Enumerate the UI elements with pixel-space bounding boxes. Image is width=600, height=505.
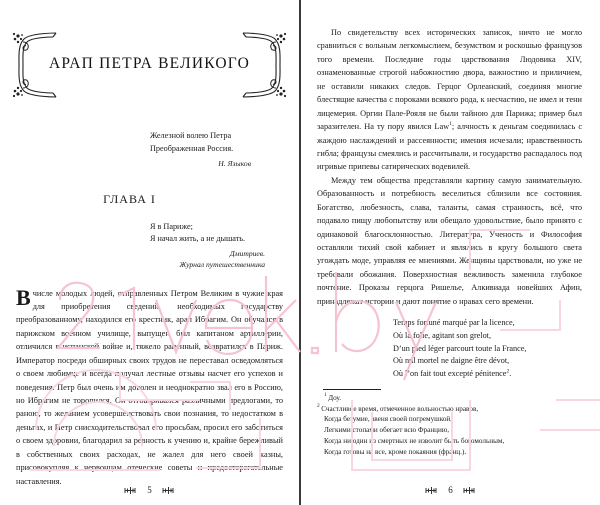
footnote-rule: [323, 389, 381, 390]
french-verse-line-1: Temps fortuné marqué par la licence,: [393, 318, 515, 328]
footnote-2: [317, 404, 586, 415]
footnote-2-line-5: Когда готовы на все, кроме покаяния (франц.).: [324, 447, 467, 456]
footnote-ref-1: 1: [449, 121, 452, 128]
french-verse-line-5: Où l’on fait tout excepté pénitence$^2$.: [393, 368, 512, 378]
epigraph: [0, 130, 269, 170]
corner-flourish-right-icon: [237, 30, 289, 100]
folio-flourish-right-icon: [463, 486, 476, 495]
right-paragraph-1-part-1: По свидетельству всех исторических записок, ничто не могло сравниться с вольным легкомыслием, безумством и роскошью французов того времени. Последние годы царствования Людовика XIV, ознаменованные строгой набожностию двора, важностию и приличием, не оставили никаких следов. Герцог Орлеанский, соединяя многие блестящие качества с пороками всякого рода, к несчастию, не имел и тени лицемерия. Оргии Пале-Рояля не были тайною для Парижа; пример был заразителен. На ту пору явился Law: [317, 28, 582, 132]
book-title-text: АРАП ПЕТРА ВЕЛИКОГО: [49, 55, 250, 72]
verse-epigraph-line-1: Я в Париже;: [150, 222, 193, 232]
title-block: [8, 30, 291, 100]
french-verse-line-5-text: Où l’on fait tout excepté pénitence: [393, 369, 507, 378]
folio-left: [0, 485, 299, 495]
footnotes: [317, 393, 586, 458]
folio-flourish-right-icon: [162, 486, 175, 495]
footnote-2-line-3: Легкими стопами обегает всю Францию,: [324, 426, 450, 435]
verse-epigraph-signature: Дмитриев.: [229, 248, 265, 258]
epigraph-line-2: Преображенная Россия.: [150, 143, 234, 153]
right-paragraph-2: Между тем общества представляли картину самую занимательную. Образованность и потребность веселиться сблизили все состояния. Богатство, любезность, слава, таланты, самая странность, всё, что подавало пищу любопытству или обещало удовольствие, было принято с одинаковой благосклонностью. Литература, Ученость и Философия оставляли тихий свой кабинет и являлись в кругу большого света угождать моде, управляя ее мнениями. Женщины царствовали, но уже не требовали обожания. Поверхностная вежливость заменила глубокое почтение. Проказы герцога Ришелье, Алкивиада новейших Афин, принадлежат истории и дают понятие о нравах сего времени.: [317, 175, 582, 306]
french-verse-line-4: Où nul mortel ne daigne être dévot,: [393, 356, 510, 366]
footnote-2-line-4: Когда ни один из смертных не изволит быть богомольным,: [324, 436, 505, 445]
verse-epigraph-line-2: Я начал жить, а не дышать.: [150, 234, 246, 244]
french-verse-line-2: Où la folie, agitant son grelot,: [393, 330, 491, 340]
footnote-2-text: Счастливое время, отмеченное вольностью нравов,: [321, 404, 479, 413]
folio-flourish-left-icon: [124, 486, 137, 495]
footnote-ref-2: 2: [506, 368, 510, 375]
chapter-heading: ГЛАВА I: [103, 192, 156, 207]
left-page: [0, 0, 299, 505]
footnote-2-number: 2: [317, 403, 320, 410]
drop-cap: В: [16, 284, 31, 310]
page-number: 5: [147, 485, 152, 495]
footnote-2-line-2: Когда безумие, звеня своей погремушкой,: [324, 415, 453, 424]
page-number: 6: [448, 485, 453, 495]
right-paragraph-1-part-2: ; алчность к деньгам соединилась с жаждою наслаждений и рассеянности; имения исчезали; нравственность гибла; французы смеялись и рассчитывали, и государство распадалось под игривые припевы сатирических водевилей.: [317, 122, 582, 172]
epigraph-line-1: Железной волею Петра: [150, 131, 232, 140]
verse-epigraph: [0, 221, 269, 270]
footnote-1-text: Доу.: [328, 393, 342, 402]
footnote-1: [317, 393, 586, 404]
folio-right: [301, 485, 600, 495]
right-paragraph-1: [317, 26, 582, 174]
french-verse: [301, 317, 600, 381]
body-paragraph: числе молодых людей, отправленных Петром Великим в чужие края для приобретения сведений, необходимых государству преобразованному, находился его крестник, арап Ибрагим. Он обучался в парижском военном училище, выпущен был капитаном артиллерии, отличился в испанской войне и, тяжело раненный, возвратился в Париж. Император посреди обширных своих трудов не переставал осведомляться о своем любимце и всегда получал лестные отзывы насчет его успехов и поведения. Петр был очень им доволен и неоднократно звал его в Россию, но Ибрагим не торопился. Он отговаривался различными предлогами, то раною, то желанием усовершенствовать свои познания, то недостатком в деньгах, и Петр снисходительствовал его просьбам, просил его заботиться о своем здоровии, благодарил за ревность к учению и, крайне бережливый в собственных своих расходах, не жалел для него своей казны, присовокупляя к червонцам отеческие советы и предостерегательные наставления.: [16, 288, 283, 486]
folio-flourish-left-icon: [425, 486, 438, 495]
right-page: [301, 0, 600, 505]
right-body-text: [317, 26, 582, 308]
epigraph-signature: Н. Языков: [218, 159, 251, 169]
footnote-1-number: 1: [324, 392, 327, 399]
french-verse-line-3: D’un pied léger parcourt toute la France,: [393, 343, 527, 353]
verse-epigraph-source: Журнал путешественника: [179, 260, 265, 270]
body-text: [16, 284, 283, 489]
